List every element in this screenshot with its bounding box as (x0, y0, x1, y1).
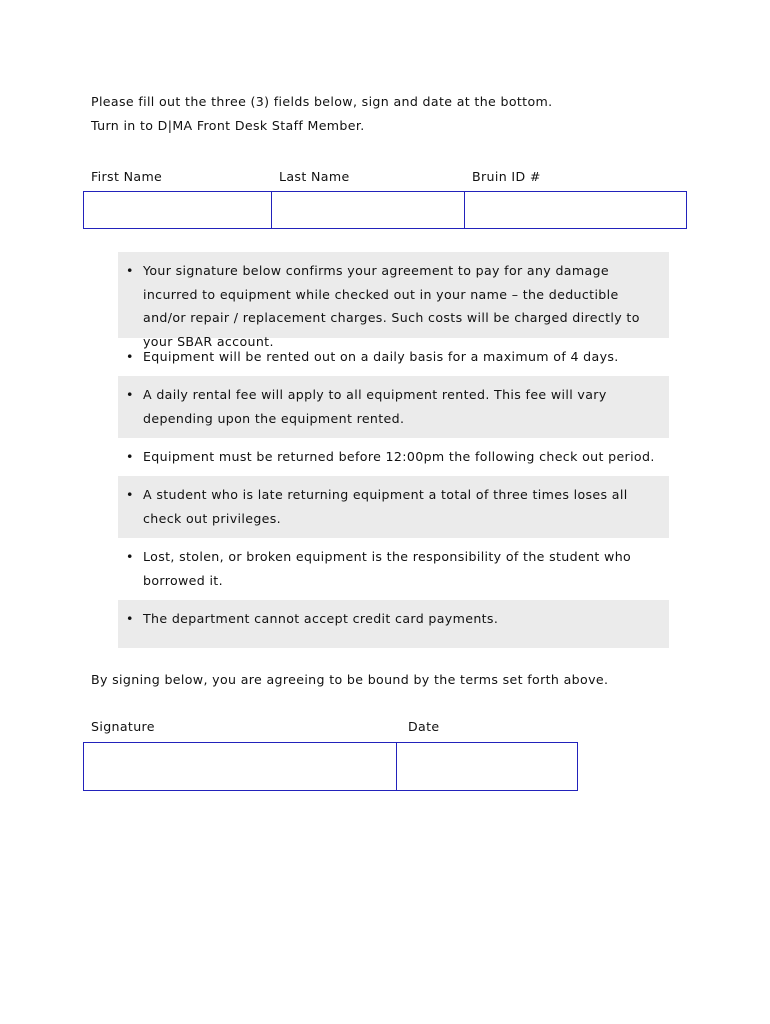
signature-field[interactable] (83, 742, 397, 791)
rule-item (118, 600, 669, 648)
rule-text: The department cannot accept credit card payments. (143, 611, 499, 626)
agreement-statement: By signing below, you are agreeing to be bound by the terms set forth above. (91, 672, 609, 687)
rule-item (118, 338, 669, 376)
bullet-icon: • (126, 449, 134, 464)
last-name-label: Last Name (279, 169, 350, 184)
bullet-icon: • (126, 487, 134, 502)
rule-text: Equipment will be rented out on a daily basis for a maximum of 4 days. (143, 349, 619, 364)
bruin-id-label: Bruin ID # (472, 169, 541, 184)
rule-item (118, 252, 669, 349)
bullet-icon: • (126, 263, 134, 278)
first-name-field[interactable] (83, 191, 272, 229)
rules-list (118, 252, 669, 648)
date-field[interactable] (396, 742, 578, 791)
rule-text: A student who is late returning equipment a total of three times loses all check out privileges. (143, 487, 628, 526)
signature-label: Signature (91, 719, 155, 734)
bullet-icon: • (126, 611, 134, 626)
bullet-icon: • (126, 549, 134, 564)
rule-text: Your signature below confirms your agreement to pay for any damage incurred to equipment while checked out in your name – the deductible and/or repair / replacement charges. Such costs will be charged directly to your SBAR account. (143, 263, 640, 349)
rule-item (118, 376, 669, 438)
instruction-line-2: Turn in to D|MA Front Desk Staff Member. (91, 118, 365, 133)
rule-item (118, 476, 669, 538)
bullet-icon: • (126, 349, 134, 364)
rule-text: Lost, stolen, or broken equipment is the responsibility of the student who borrowed it. (143, 549, 632, 588)
rule-text: Equipment must be returned before 12:00pm the following check out period. (143, 449, 655, 464)
bullet-icon: • (126, 387, 134, 402)
rule-item (118, 538, 669, 600)
rule-item (118, 438, 669, 476)
rule-text: A daily rental fee will apply to all equipment rented. This fee will vary depending upon the equipment rented. (143, 387, 607, 426)
date-label: Date (408, 719, 440, 734)
first-name-label: First Name (91, 169, 163, 184)
bruin-id-field[interactable] (464, 191, 687, 229)
last-name-field[interactable] (271, 191, 465, 229)
instruction-line-1: Please fill out the three (3) fields below, sign and date at the bottom. (91, 94, 553, 109)
